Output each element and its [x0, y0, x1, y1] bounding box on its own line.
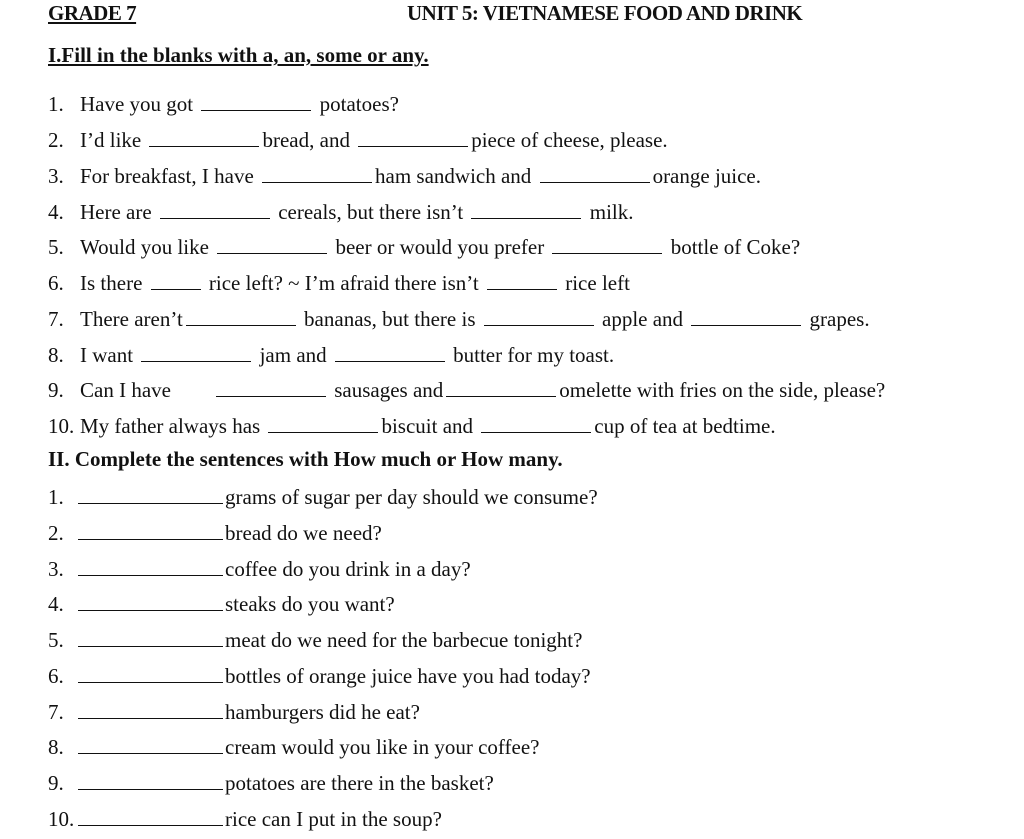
answer-blank[interactable] — [149, 128, 259, 147]
answer-blank[interactable] — [691, 307, 801, 326]
item-number: 7. — [48, 307, 64, 331]
section1-title: I.Fill in the blanks with a, an, some or any. — [48, 43, 429, 67]
answer-blank[interactable] — [201, 92, 311, 111]
item-number: 6. — [48, 271, 64, 295]
item-number: 9. — [48, 771, 64, 795]
answer-blank[interactable] — [481, 414, 591, 433]
unit-title: UNIT 5: VIETNAMESE FOOD AND DRINK — [407, 1, 803, 25]
item-number: 3. — [48, 164, 64, 188]
item-number: 1. — [48, 92, 64, 116]
answer-blank[interactable] — [78, 557, 223, 576]
answer-blank[interactable] — [78, 807, 223, 826]
answer-blank[interactable] — [446, 378, 556, 397]
item-number: 4. — [48, 592, 64, 616]
answer-blank[interactable] — [186, 307, 296, 326]
item-number: 4. — [48, 200, 64, 224]
answer-blank[interactable] — [217, 235, 327, 254]
answer-blank[interactable] — [358, 128, 468, 147]
answer-blank[interactable] — [78, 628, 223, 647]
answer-blank[interactable] — [487, 271, 557, 290]
grade-label: GRADE 7 — [48, 1, 137, 25]
item-number: 10. — [48, 807, 75, 831]
item-number: 1. — [48, 485, 64, 509]
item-number: 8. — [48, 735, 64, 759]
item-number: 5. — [48, 235, 64, 259]
answer-blank[interactable] — [471, 200, 581, 219]
answer-blank[interactable] — [268, 414, 378, 433]
item-number: 10. — [48, 414, 75, 438]
item-number: 3. — [48, 557, 64, 581]
answer-blank[interactable] — [78, 700, 223, 719]
item-number: 6. — [48, 664, 64, 688]
answer-blank[interactable] — [78, 592, 223, 611]
item-number: 8. — [48, 343, 64, 367]
answer-blank[interactable] — [78, 735, 223, 754]
answer-blank[interactable] — [141, 343, 251, 362]
answer-blank[interactable] — [216, 378, 326, 397]
item-number: 2. — [48, 521, 64, 545]
item-number: 7. — [48, 700, 64, 724]
answer-blank[interactable] — [540, 164, 650, 183]
answer-blank[interactable] — [335, 343, 445, 362]
answer-blank[interactable] — [78, 485, 223, 504]
answer-blank[interactable] — [552, 235, 662, 254]
answer-blank[interactable] — [151, 271, 201, 290]
section2-title: II. Complete the sentences with How much or How many. — [48, 447, 563, 471]
item-number: 2. — [48, 128, 64, 152]
answer-blank[interactable] — [78, 771, 223, 790]
answer-blank[interactable] — [262, 164, 372, 183]
item-number: 9. — [48, 378, 64, 402]
item-number: 5. — [48, 628, 64, 652]
answer-blank[interactable] — [78, 664, 223, 683]
answer-blank[interactable] — [484, 307, 594, 326]
answer-blank[interactable] — [78, 521, 223, 540]
answer-blank[interactable] — [160, 200, 270, 219]
